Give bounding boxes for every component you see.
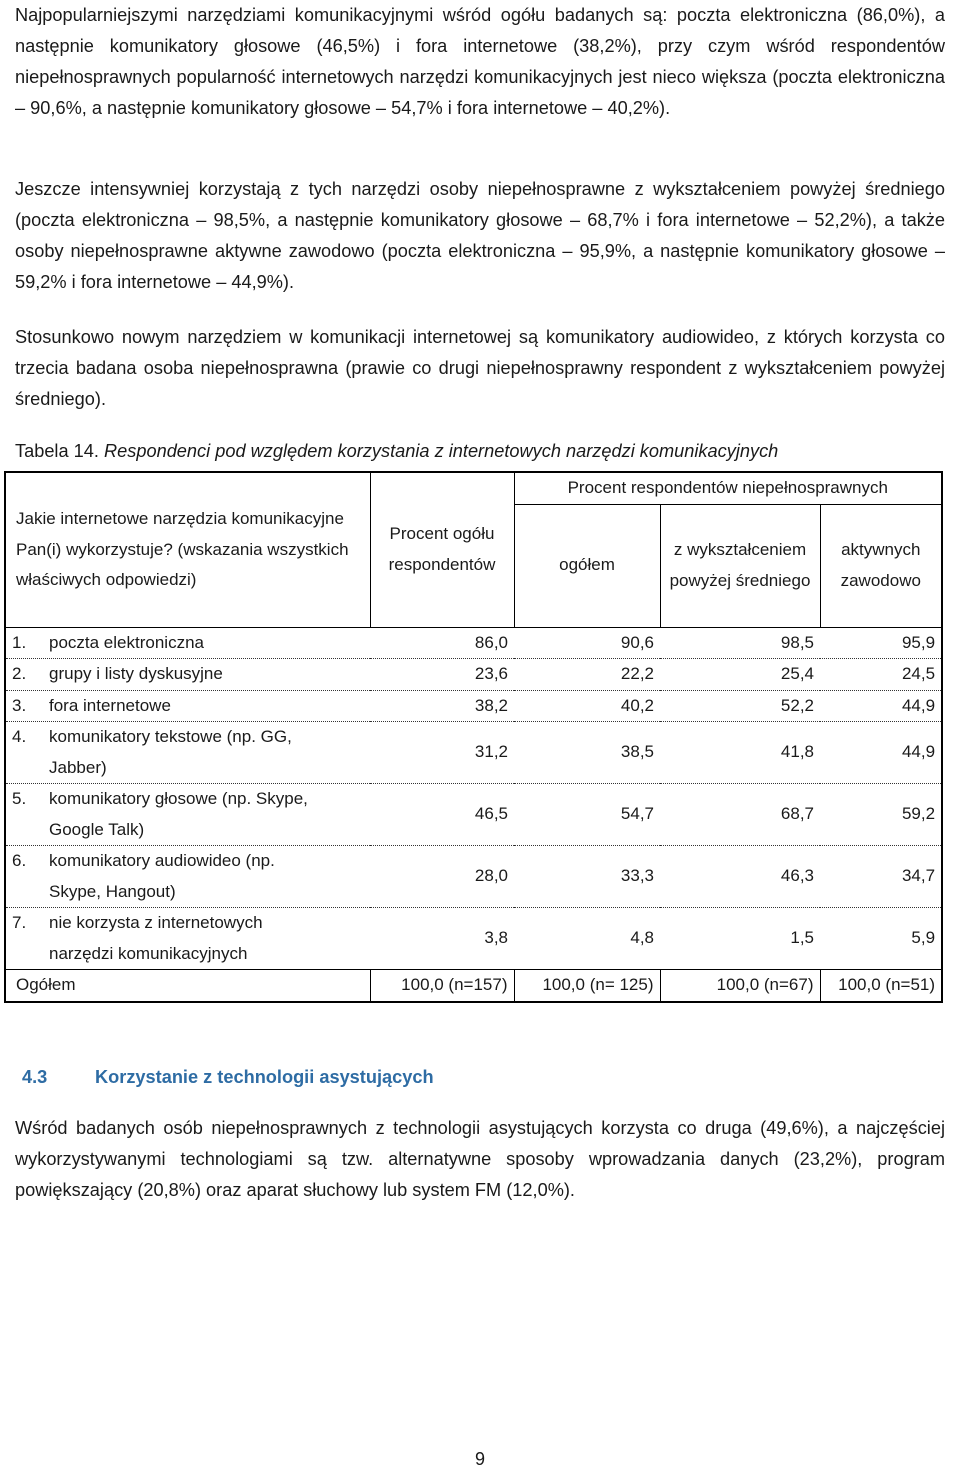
paragraph-assistive-technology: Wśród badanych osób niepełnosprawnych z technologii asystujących korzysta co druga (49,6%), a najczęściej wykorzystywanymi technologiami są tzw. alternatywne sposoby wprowadzania danych (23,2%), program powiększający (20,8%) oraz aparat słuchowy lub system FM (12,0%). xyxy=(15,1118,945,1200)
row-value-employed: 44,9 xyxy=(820,690,942,722)
communication-tools-table xyxy=(4,471,943,1003)
row-number: 3. xyxy=(12,695,27,715)
table-caption xyxy=(15,436,778,467)
row-value-all: 3,8 xyxy=(484,928,508,948)
row-value-employed: 59,2 xyxy=(820,784,942,846)
row-label: komunikatory tekstowe (np. GG, Jabber) xyxy=(49,727,292,777)
header-all-respondents: Procent ogółu respondentów xyxy=(370,472,514,627)
table-row xyxy=(5,627,942,659)
row-label: fora internetowe xyxy=(49,695,171,715)
header-higher-education: z wykształceniem powyżej średniego xyxy=(660,504,820,627)
row-value-all: 23,6 xyxy=(370,659,514,691)
row-value-all: 86,0 xyxy=(370,627,514,659)
section-heading xyxy=(22,1062,434,1093)
footer-value-employed: 100,0 (n=51) xyxy=(820,970,942,1002)
paragraph-audio-video: Stosunkowo nowym narzędziem w komunikacji internetowej są komunikatory audiowideo, z których korzysta co trzecia badana osoba niepełnosprawna (prawie co drugi niepełnosprawny respondent z wykształceniem powyżej średniego). xyxy=(15,327,945,409)
row-number: 2. xyxy=(12,664,27,683)
header-question: Jakie internetowe narzędzia komunikacyjne Pan(i) wykorzystuje? (wskazania wszystkich właściwych odpowiedzi) xyxy=(5,472,370,627)
row-value-employed: 34,7 xyxy=(820,846,942,908)
section-number: 4.3 xyxy=(22,1067,48,1087)
row-value-employed: 5,9 xyxy=(820,908,942,970)
table-footer-row xyxy=(5,970,942,1002)
paragraph-intro: Najpopularniejszymi narzędziami komunikacyjnymi wśród ogółu badanych są: poczta elektroniczna (86,0%), a następnie komunikatory głosowe (46,5%) i fora internetowe (38,2%), przy czym wśród respondentów niepełnosprawnych popularność internetowych narzędzi komunikacyjnych jest nieco większa (poczta elektroniczna – 90,6%, a następnie komunikatory głosowe – 54,7% i fora internetowe – 40,2%). xyxy=(15,5,945,118)
row-value-higher-edu: 46,3 xyxy=(660,846,820,908)
footer-label: Ogółem xyxy=(5,970,370,1002)
row-value-total: 4,8 xyxy=(630,928,654,948)
row-value-higher-edu: 98,5 xyxy=(660,627,820,659)
table-row xyxy=(5,784,942,846)
row-value-employed: 24,5 xyxy=(820,659,942,691)
header-employed: aktywnych zawodowo xyxy=(820,504,942,627)
row-number: 4. xyxy=(12,727,27,746)
row-value-employed: 44,9 xyxy=(820,722,942,784)
row-value-total: 90,6 xyxy=(514,627,660,659)
row-number: 5. xyxy=(12,789,27,808)
row-value-total: 22,2 xyxy=(514,659,660,691)
row-value-employed: 95,9 xyxy=(820,627,942,659)
table-row xyxy=(5,659,942,691)
table-row xyxy=(5,690,942,722)
row-label: komunikatory głosowe (np. Skype, Google Talk) xyxy=(49,789,308,839)
page-number: 9 xyxy=(474,1449,485,1469)
section-title: Korzystanie z technologii asystujących xyxy=(95,1067,434,1087)
row-label: nie korzysta z internetowych narzędzi komunikacyjnych xyxy=(49,913,263,963)
row-value-all: 28,0 xyxy=(370,846,514,908)
footer-value-higher-edu: 100,0 (n=67) xyxy=(660,970,820,1002)
row-number: 7. xyxy=(12,913,27,932)
row-value-total: 33,3 xyxy=(514,846,660,908)
row-number: 1. xyxy=(12,632,27,652)
table-row xyxy=(5,722,942,784)
footer-value-all: 100,0 (n=157) xyxy=(370,970,514,1002)
row-value-higher-edu: 52,2 xyxy=(660,690,820,722)
row-value-total: 38,5 xyxy=(514,722,660,784)
header-total: ogółem xyxy=(514,504,660,627)
row-number: 6. xyxy=(12,851,27,870)
table-caption-label: Tabela 14. xyxy=(15,441,99,461)
row-label: poczta elektroniczna xyxy=(49,632,204,652)
header-disabled-group: Procent respondentów niepełnosprawnych xyxy=(514,472,942,504)
row-value-higher-edu: 1,5 xyxy=(790,928,814,948)
row-value-total: 54,7 xyxy=(514,784,660,846)
table-row xyxy=(5,846,942,908)
row-label: grupy i listy dyskusyjne xyxy=(49,664,223,683)
row-value-all: 38,2 xyxy=(370,690,514,722)
row-value-higher-edu: 41,8 xyxy=(660,722,820,784)
row-value-higher-edu: 25,4 xyxy=(660,659,820,691)
row-value-all: 46,5 xyxy=(370,784,514,846)
row-value-higher-edu: 68,7 xyxy=(660,784,820,846)
table-caption-title: Respondenci pod względem korzystania z internetowych narzędzi komunikacyjnych xyxy=(104,441,779,461)
table-row xyxy=(5,908,942,970)
footer-value-total: 100,0 (n= 125) xyxy=(514,970,660,1002)
paragraph-higher-education: Jeszcze intensywniej korzystają z tych narzędzi osoby niepełnosprawne z wykształceniem powyżej średniego (poczta elektroniczna – 98,5%, a następnie komunikatory głosowe – 68,7% i fora internetowe – 52,2%), a także osoby niepełnosprawne aktywne zawodowo (poczta elektroniczna – 95,9%, a następnie komunikatory głosowe – 59,2% i fora internetowe – 44,9%). xyxy=(15,179,945,292)
row-label: komunikatory audiowideo (np. Skype, Hangout) xyxy=(49,851,275,901)
row-value-all: 31,2 xyxy=(370,722,514,784)
row-value-total: 40,2 xyxy=(514,690,660,722)
